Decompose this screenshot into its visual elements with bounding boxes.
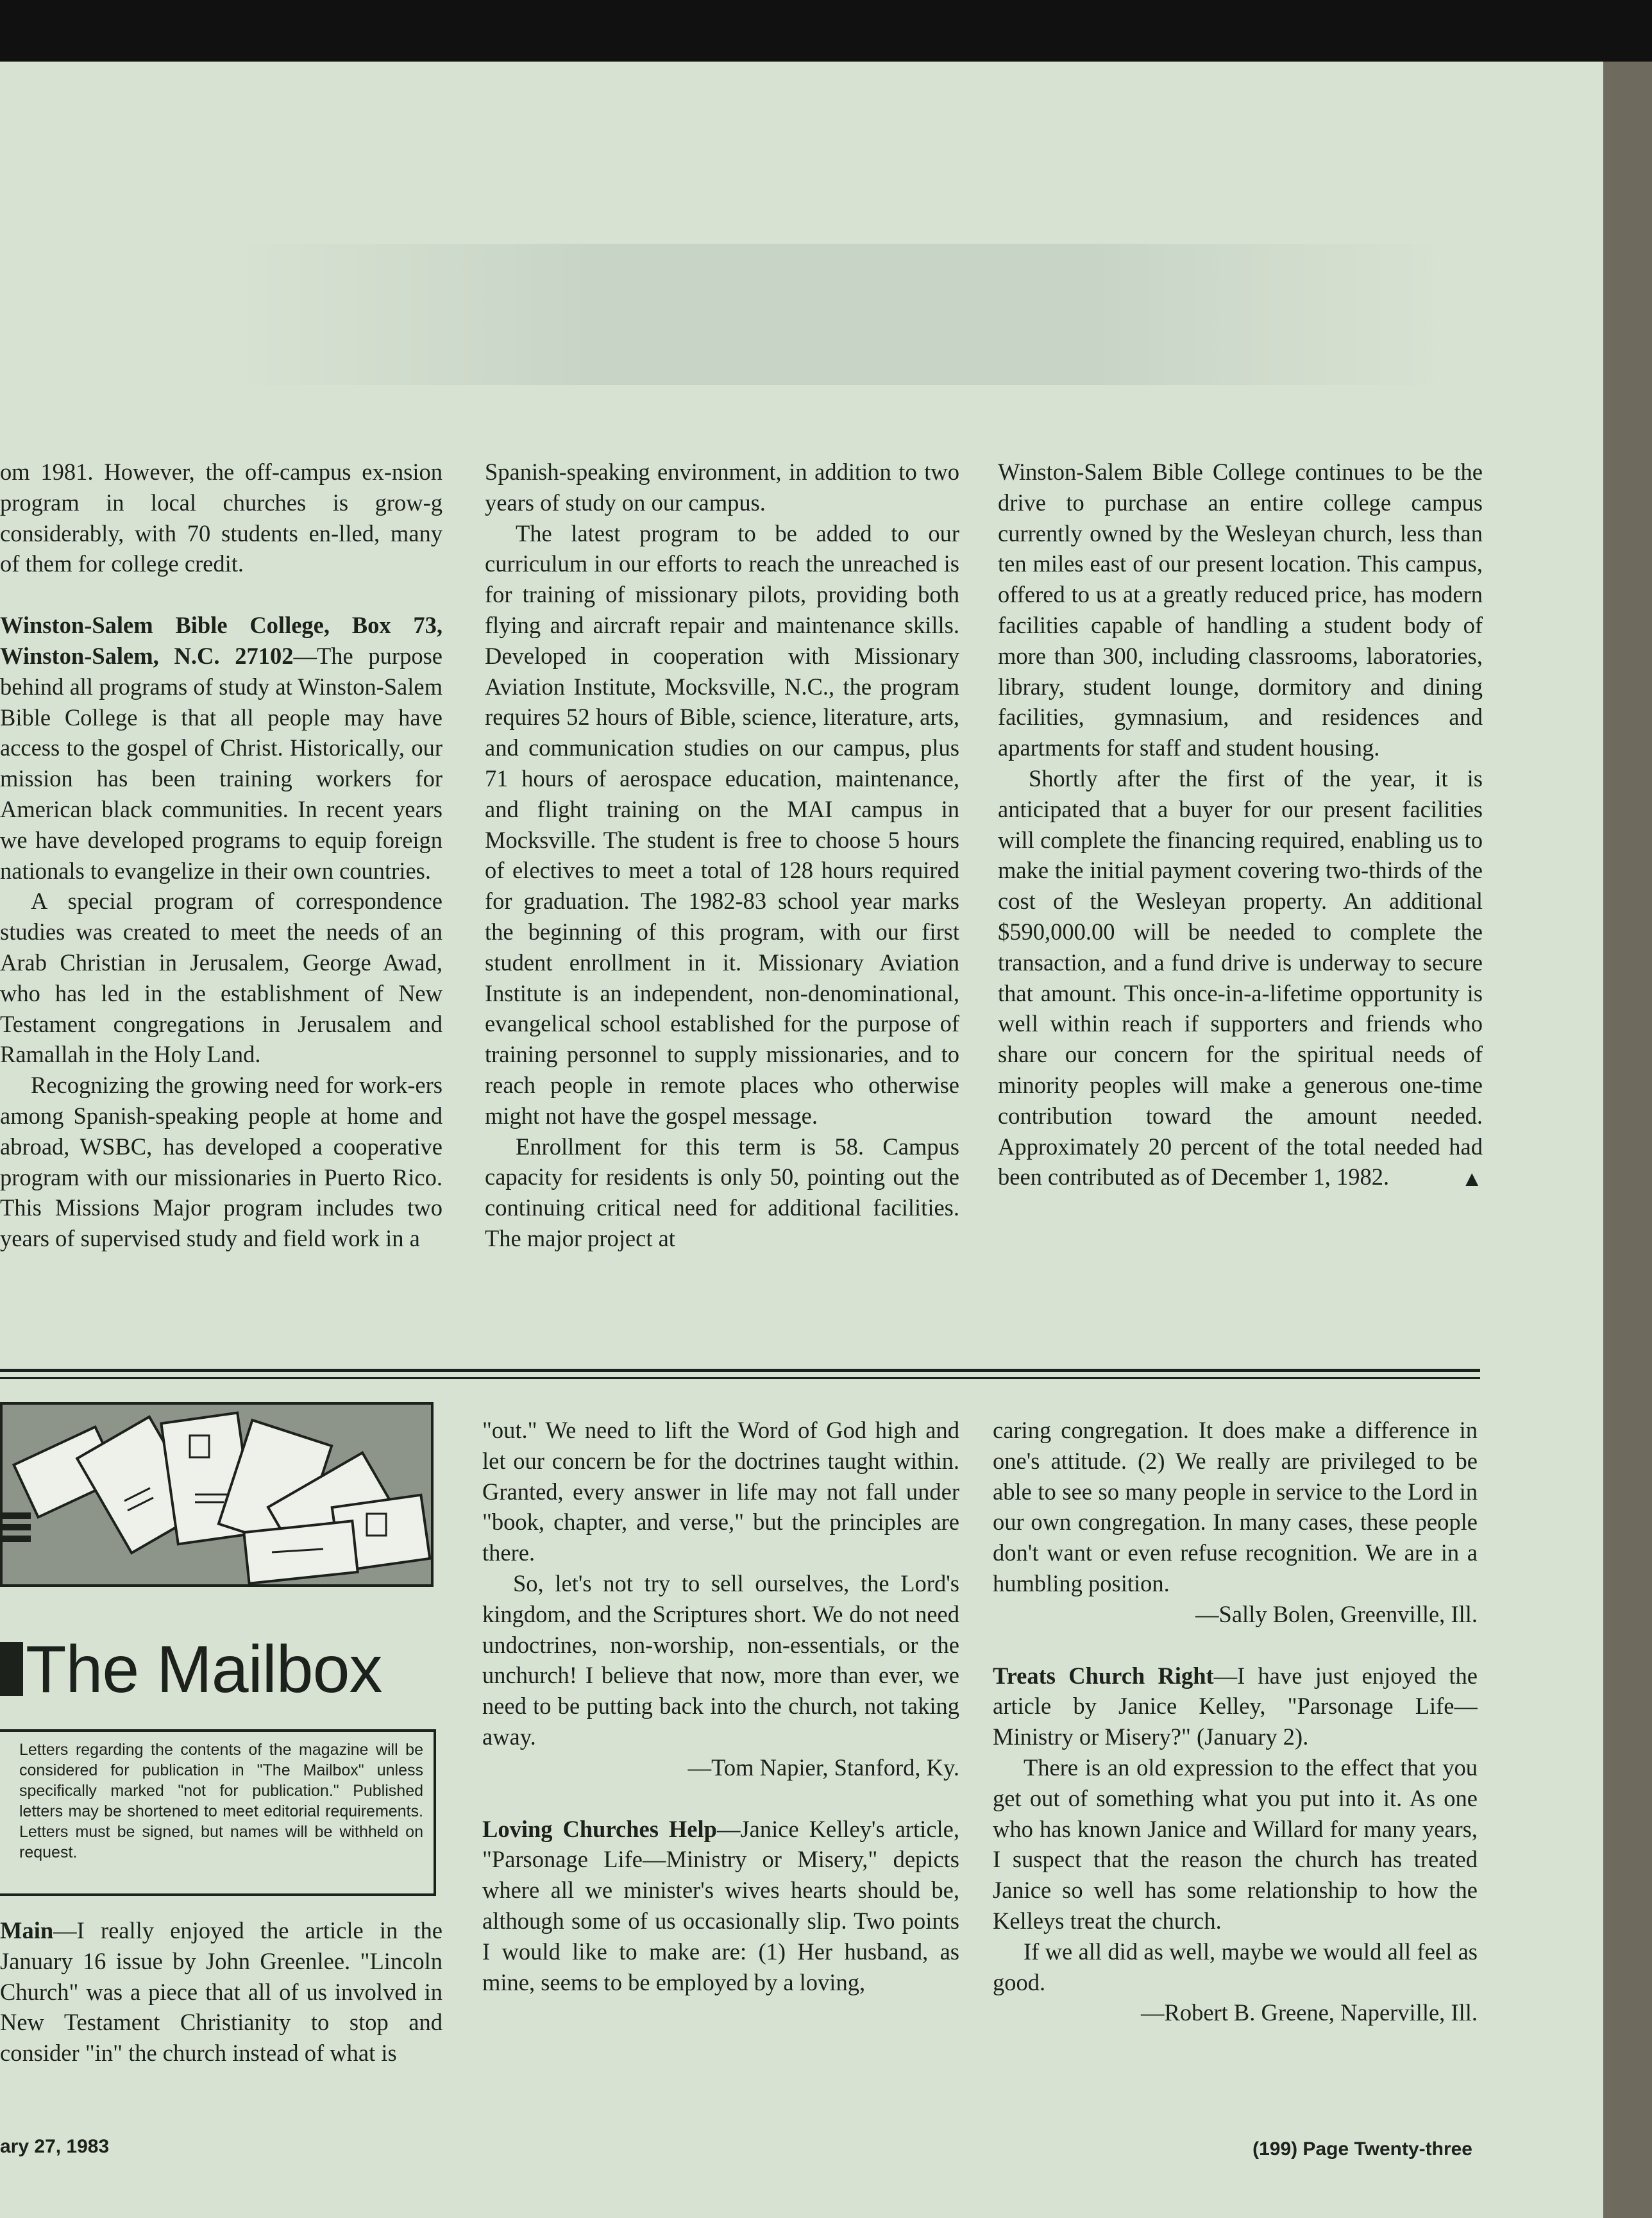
title-bar-icon: [0, 1642, 23, 1696]
letter-paragraph: "out." We need to lift the Word of God high and let our concern be for the doctrines taught within. Granted, every answer in life may not fall under "book, chapter, and verse," but the principles are there.: [482, 1417, 959, 1566]
letter-paragraph: caring congregation. It does make a difference in one's attitude. (2) We really are privileged to be able to see so many people in service to the Lord in our own congregation. In many cases, these people don't want or even refuse recognition. We are in a humbling position.: [993, 1417, 1478, 1596]
article-paragraph: Recognizing the growing need for work-ers among Spanish-speaking people at home and abroad, WSBC, has developed a cooperative program with our missionaries in Puerto Rico. This Missions Major program includes two years of supervised study and field work in a: [0, 1072, 442, 1252]
page-number: (199) Page Twenty-three: [1252, 2138, 1472, 2160]
letter-signature: —Robert B. Greene, Naperville, Ill.: [1140, 1999, 1478, 2026]
article-paragraph: om 1981. However, the off-campus ex-nsion program in local churches is grow-g considerably, with 70 students en-lled, many of them for college credit.: [0, 459, 442, 577]
article-paragraph: Spanish-speaking environment, in addition to two years of study on our campus.: [485, 459, 959, 516]
end-of-article-mark: ▲: [1461, 1167, 1483, 1192]
article-column-1: [0, 457, 442, 1358]
letter-paragraph: Loving Churches Help—Janice Kelley's article, "Parsonage Life—Ministry or Misery," depicts where all we minister's wives hearts should be, although some of us occasionally slip. Two points I would like to make are: (1) Her husband, as mine, seems to be employed by a loving,: [482, 1815, 959, 1995]
article-paragraph: A special program of correspondence studies was created to meet the needs of an Arab Christian in Jerusalem, George Awad, who has led in the establishment of New Testament congregations in Jerusalem and Ramallah in the Holy Land.: [0, 888, 442, 1068]
show-through-band: [231, 244, 1449, 385]
letter-paragraph: There is an old expression to the effect that you get out of something what you put into it. As one who has known Janice and Willard for many years, I suspect that the reason the church has treated Janice so well has some relationship to how the Kelleys treat the church.: [993, 1754, 1478, 1934]
mailbox-title: The Mailbox: [0, 1634, 382, 1705]
envelopes-icon: [3, 1405, 434, 1587]
letter-title: Loving Churches Help: [482, 1815, 717, 1842]
article-paragraph: Winston-Salem Bible College continues to be the drive to purchase an entire college campus currently owned by the Wesleyan church, less than ten miles east of our present location. This campus, offered to us at a greatly reduced price, has modern facilities capable of handling a student body of more than 300, including classrooms, laboratories, library, student lounge, dormitory and dining facilities, gymnasium, and residences and apartments for staff and student housing.: [998, 459, 1483, 761]
mailbox-column-3: [993, 1415, 1478, 2114]
article-column-2: [485, 457, 959, 1358]
page-edge-shadow: [1603, 62, 1652, 2218]
envelopes-illustration: [0, 1402, 434, 1587]
mailbox-column-1: [0, 1915, 442, 2108]
college-address: Winston-Salem Bible College, Box 73, Winston-Salem, N.C. 27102: [0, 612, 442, 669]
article-paragraph: The latest program to be added to our curriculum in our efforts to reach the unreached is for training of missionary pilots, providing both flying and aircraft repair and maintenance skills. Developed in cooperation with Missionary Aviation Institute, Mocksville, N.C., the program requires 52 hours of Bible, science, literature, arts, and communication studies on our campus, plus 71 hours of aerospace education, maintenance, and flight training on the MAI campus in Mocksville. The student is free to choose 5 hours of electives to meet a total of 128 hours required for graduation. The 1982-83 school year marks the beginning of this program, with our first student enrollment in it. Missionary Aviation Institute is an independent, non-denominational, evangelical school established for the purpose of training personnel to supply missionaries, and to reach people in remote places who otherwise might not have the gospel message.: [485, 520, 959, 1129]
letter-signature: —Sally Bolen, Greenville, Ill.: [1195, 1600, 1478, 1627]
issue-date: ary 27, 1983: [0, 2136, 110, 2157]
letter-title: Main: [0, 1917, 54, 1943]
letter-paragraph: Main—I really enjoyed the article in the January 16 issue by John Greenlee. "Lincoln Church" was a piece that all of us involved in New Testament Christianity to stop and consider "in" the church instead of what is: [0, 1917, 442, 2067]
mailbox-policy-note: Letters regarding the contents of the magazine will be considered for publication in "The Mailbox" unless specifically marked "not for publication." Published letters may be shortened to meet editorial requirements. Letters must be signed, but names will be withheld on request.: [0, 1729, 436, 1896]
mailbox-column-2: [482, 1415, 959, 2114]
letter-title: Treats Church Right: [993, 1662, 1214, 1689]
article-paragraph: Shortly after the first of the year, it is anticipated that a buyer for our present facilities will complete the financing required, enabling us to make the initial payment covering two-thirds of the cost of the Wesleyan property. An additional $590,000.00 will be needed to complete the transaction, and a fund drive is underway to secure that amount. This once-in-a-lifetime opportunity is well within reach if supporters and friends who share our concern for the spiritual needs of minority peoples will make a generous one-time contribution toward the amount needed. Approximately 20 percent of the total needed had been contributed as of December 1, 1982. ▲: [998, 763, 1483, 1192]
section-divider: [0, 1369, 1480, 1379]
letter-paragraph: Treats Church Right—I have just enjoyed the article by Janice Kelley, "Parsonage Life—Ministry or Misery?" (January 2).: [993, 1662, 1478, 1750]
article-paragraph: Enrollment for this term is 58. Campus capacity for residents is only 50, pointing out the continuing critical need for additional facilities. The major project at: [485, 1133, 959, 1251]
article-paragraph: Winston-Salem Bible College, Box 73, Winston-Salem, N.C. 27102—The purpose behind all programs of study at Winston-Salem Bible College is that all people may have access to the gospel of Christ. Historically, our mission has been training workers for American black communities. In recent years we have developed programs to equip foreign nationals to evangelize in their own countries.: [0, 612, 442, 884]
article-column-3: [998, 457, 1483, 1358]
letter-signature: —Tom Napier, Stanford, Ky.: [687, 1754, 959, 1781]
letter-paragraph: If we all did as well, maybe we would all feel as good.: [993, 1938, 1478, 1995]
letter-paragraph: So, let's not try to sell ourselves, the Lord's kingdom, and the Scriptures short. We do not need undoctrines, non-worship, non-essentials, or the unchurch! I believe that now, more than ever, we need to be putting back into the church, not taking away.: [482, 1570, 959, 1750]
